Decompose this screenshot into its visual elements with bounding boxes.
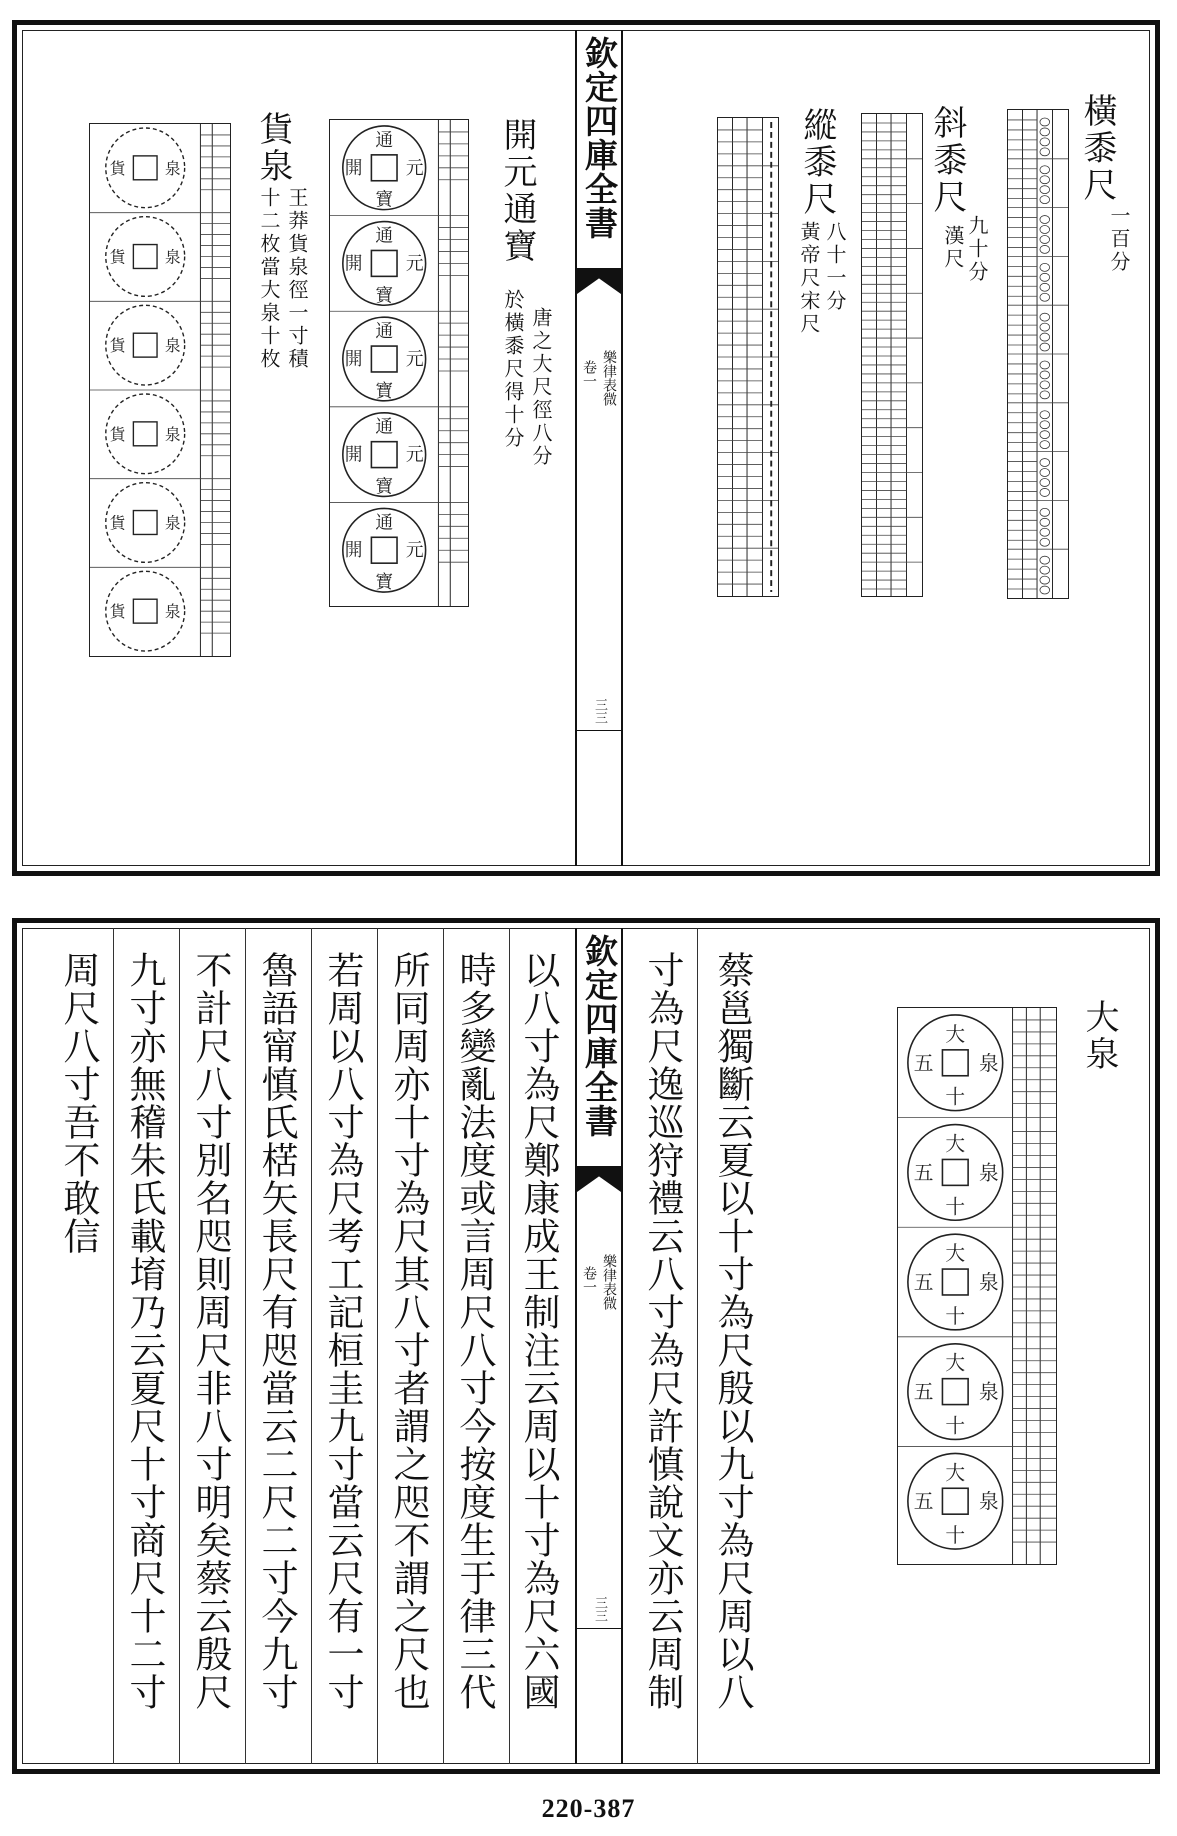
svg-text:大: 大 [945, 1132, 966, 1156]
text-column: 若周以八寸為尺考工記桓圭九寸當云尺有一寸 [321, 951, 364, 1711]
svg-text:開: 開 [344, 157, 363, 179]
svg-text:泉: 泉 [164, 158, 181, 178]
column-rule [509, 928, 510, 1764]
spine-title: 欽定四庫全書 [580, 36, 619, 240]
spine-book-title: 樂律表微 [601, 350, 617, 406]
text-column: 所同周亦十寸為尺其八寸者謂之咫不謂之尺也 [387, 951, 430, 1711]
spine-divider [577, 730, 621, 731]
page-number: 220-387 [541, 1794, 636, 1823]
svg-text:貨: 貨 [109, 424, 126, 444]
ruler-note: 八十一分 [823, 221, 847, 313]
svg-text:開: 開 [344, 540, 363, 562]
svg-text:元: 元 [405, 253, 424, 275]
coin-strip-daquan [897, 1007, 1057, 1565]
center-spine [575, 928, 623, 1764]
coin-note-2: 於橫黍尺得十分 [501, 289, 525, 450]
coin-strip-kaiyuan [329, 119, 469, 607]
svg-text:開: 開 [344, 348, 363, 371]
spine-divider [577, 1628, 621, 1629]
text-column: 蔡邕獨斷云夏以十寸為尺殷以九寸為尺周以八 [711, 951, 754, 1711]
svg-text:寶: 寶 [375, 285, 394, 307]
svg-text:寶: 寶 [375, 476, 394, 498]
coin-note: 王莽貨泉徑一寸積 [285, 187, 309, 371]
svg-text:泉: 泉 [978, 1161, 999, 1185]
svg-text:五: 五 [913, 1490, 934, 1514]
svg-text:泉: 泉 [164, 602, 181, 622]
svg-text:寶: 寶 [375, 571, 394, 594]
ruler-strip-zong [717, 117, 779, 597]
ruler-label: 縱黍尺 [797, 107, 837, 218]
svg-text:開: 開 [344, 444, 363, 466]
svg-text:泉: 泉 [164, 424, 181, 444]
svg-text:元: 元 [405, 444, 424, 466]
bottom-page [12, 918, 1160, 1774]
svg-text:五: 五 [913, 1051, 934, 1075]
svg-text:泉: 泉 [978, 1051, 999, 1075]
svg-text:元: 元 [405, 540, 424, 562]
svg-text:貨: 貨 [109, 247, 126, 267]
svg-text:泉: 泉 [164, 513, 181, 533]
column-rule [443, 928, 444, 1764]
ruler-label: 斜黍尺 [927, 105, 967, 216]
column-rule [113, 928, 114, 1764]
ruler-label: 橫黍尺 [1077, 93, 1117, 204]
text-column: 寸為尺逸巡狩禮云八寸為尺許慎說文亦云周制 [641, 951, 684, 1711]
coin-label: 大泉 [1079, 999, 1119, 1073]
svg-text:通: 通 [375, 225, 394, 247]
ruler-note-2: 黃帝尺宋尺 [797, 221, 821, 336]
svg-text:開: 開 [344, 253, 363, 275]
coin-label: 貨泉 [253, 111, 293, 185]
coin-strip-huoquan [89, 123, 231, 657]
svg-text:泉: 泉 [164, 336, 181, 356]
svg-text:大: 大 [945, 1351, 966, 1375]
column-rule [311, 928, 312, 1764]
column-rule [697, 928, 698, 1764]
svg-text:十: 十 [945, 1085, 966, 1109]
svg-text:寶: 寶 [375, 189, 394, 211]
svg-text:通: 通 [375, 512, 394, 534]
svg-text:五: 五 [913, 1380, 934, 1404]
svg-text:通: 通 [375, 321, 394, 343]
svg-text:貨: 貨 [109, 513, 126, 533]
svg-text:十: 十 [945, 1523, 966, 1548]
svg-text:泉: 泉 [978, 1490, 999, 1514]
fish-tail-mark [577, 268, 621, 294]
coin-note: 唐之大尺徑八分 [529, 307, 553, 468]
column-rule [179, 928, 180, 1764]
coin-note-2: 十二枚當大泉十枚 [257, 187, 281, 371]
spine-folio: 三三 [592, 1596, 607, 1622]
text-column: 時多變亂法度或言周尺八寸今按度生于律三代 [453, 951, 496, 1711]
text-column: 以八寸為尺鄭康成王制注云周以十寸為尺六國 [517, 951, 560, 1711]
svg-text:貨: 貨 [109, 336, 126, 356]
svg-text:通: 通 [375, 416, 394, 438]
coin-label: 開元通寶 [497, 117, 537, 265]
svg-text:大: 大 [945, 1022, 966, 1046]
fish-tail-mark [577, 1166, 621, 1192]
text-column: 周尺八寸吾不敢信 [57, 951, 100, 1255]
spine-book-title: 樂律表微 [601, 1254, 617, 1310]
svg-text:大: 大 [945, 1461, 966, 1485]
text-column: 不計尺八寸別名咫則周尺非八寸明矣蔡云殷尺 [189, 951, 232, 1711]
svg-text:元: 元 [405, 157, 424, 179]
svg-text:十: 十 [945, 1304, 966, 1328]
svg-text:泉: 泉 [164, 247, 181, 267]
text-column: 九寸亦無稽朱氏載堉乃云夏尺十寸商尺十二寸 [123, 951, 166, 1711]
svg-text:大: 大 [945, 1242, 966, 1266]
svg-text:十: 十 [945, 1195, 966, 1219]
svg-text:元: 元 [405, 348, 424, 371]
svg-text:泉: 泉 [978, 1270, 999, 1295]
spine-folio: 三三 [592, 698, 607, 724]
spine-title: 欽定四庫全書 [580, 934, 619, 1138]
ruler-note: 一百分 [1107, 205, 1131, 274]
text-column: 魯語甯慎氏楛矢長尺有咫當云二尺二寸今九寸 [255, 951, 298, 1711]
svg-text:五: 五 [913, 1270, 934, 1295]
center-spine [575, 30, 623, 866]
svg-text:五: 五 [913, 1161, 934, 1185]
ruler-note: 九十分 [965, 215, 989, 284]
spine-volume: 卷一 [581, 360, 597, 388]
svg-text:十: 十 [945, 1414, 966, 1438]
ruler-strip-heng [1007, 109, 1069, 599]
column-rule [245, 928, 246, 1764]
ruler-strip-xie [861, 113, 923, 597]
svg-text:貨: 貨 [109, 158, 126, 178]
svg-text:貨: 貨 [109, 602, 126, 622]
svg-text:泉: 泉 [978, 1380, 999, 1404]
spine-volume: 卷一 [581, 1266, 597, 1294]
top-page [12, 20, 1160, 876]
column-rule [377, 928, 378, 1764]
svg-text:寶: 寶 [375, 380, 394, 402]
svg-text:通: 通 [375, 129, 394, 151]
ruler-note-2: 漢尺 [941, 225, 965, 271]
